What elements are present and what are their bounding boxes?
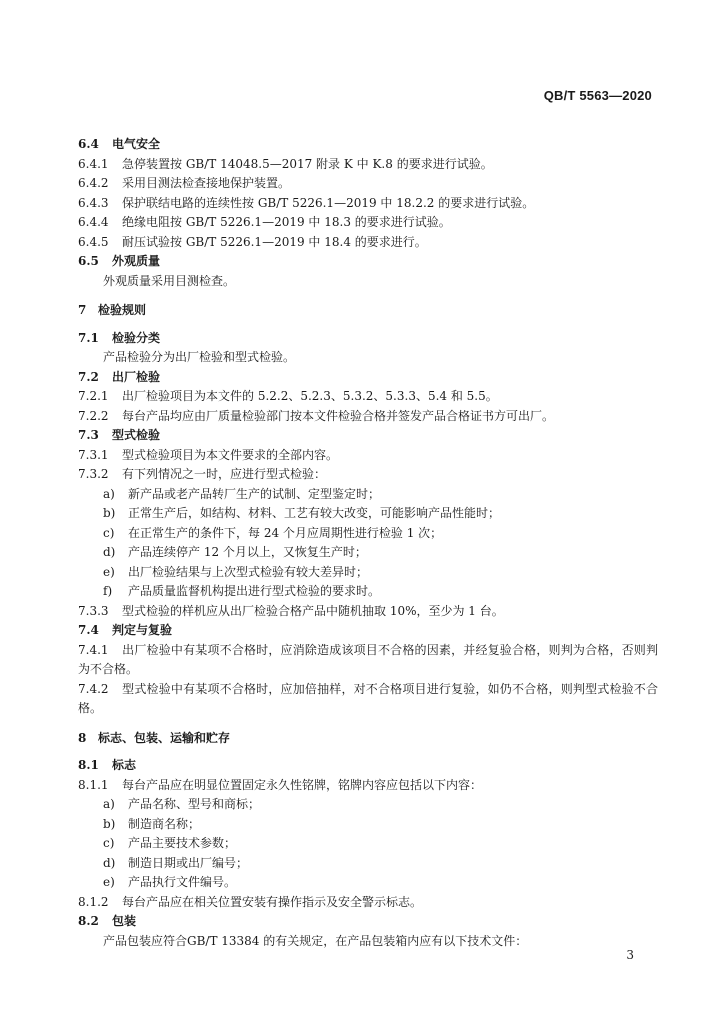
clause-number: 6.4.5 <box>78 234 109 249</box>
list-label: c) <box>103 525 115 540</box>
clause-text: 急停装置按 GB/T 14048.5—2017 附录 K 中 K.8 的要求进行试验。 <box>122 156 493 171</box>
section-title: 出厂检验 <box>112 369 161 384</box>
list-item <box>78 543 658 563</box>
clause-text: 型式检验的样机应从出厂检验合格产品中随机抽取 10%，至少为 1 台。 <box>122 603 504 618</box>
list-label: a) <box>103 797 115 811</box>
clause-number: 6.4.2 <box>78 176 109 190</box>
list-item <box>78 834 658 854</box>
list-item <box>78 524 658 544</box>
list-text: 产品连续停产 12 个月以上，又恢复生产时； <box>128 545 367 559</box>
clause-6-4-3 <box>78 194 658 214</box>
clause-number: 7.3.2 <box>78 467 109 481</box>
chapter-title: 检验规则 <box>98 303 147 317</box>
clause-number: 7.4.2 <box>78 681 109 696</box>
section-7-3 <box>78 426 658 446</box>
list-text: 新产品或老产品转厂生产的试制、定型鉴定时； <box>128 486 381 501</box>
section-title: 检验分类 <box>112 330 161 345</box>
clause-text: 型式检验项目为本文件要求的全部内容。 <box>122 447 339 462</box>
list-label: c) <box>103 836 115 850</box>
clause-8-1-1 <box>78 776 658 796</box>
list-label: b) <box>103 816 116 831</box>
clause-number: 6.4.4 <box>78 215 109 229</box>
section-number: 7.4 <box>78 623 99 637</box>
clause-6-4-1 <box>78 155 658 175</box>
chapter-7 <box>78 301 658 321</box>
section-number: 7.2 <box>78 369 99 384</box>
clause-text: 有下列情况之一时，应进行型式检验： <box>122 467 327 481</box>
document-body <box>78 135 658 951</box>
list-label: a) <box>103 486 115 501</box>
clause-text: 出厂检验中有某项不合格时，应消除造成该项目不合格的因素，并经复验合格，则判为合格，否则判为不合格。 <box>78 642 658 676</box>
list-item <box>78 815 658 835</box>
section-7-1 <box>78 329 658 349</box>
list-label: d) <box>103 855 116 870</box>
clause-7-4-1 <box>78 641 658 680</box>
section-number: 6.4 <box>78 137 99 151</box>
section-7-2 <box>78 368 658 388</box>
clause-6-4-2 <box>78 174 658 194</box>
paragraph: 外观质量采用目测检查。 <box>103 273 236 288</box>
section-title: 电气安全 <box>112 137 161 151</box>
section-number: 7.1 <box>78 330 99 345</box>
clause-number: 8.1.1 <box>78 777 109 792</box>
clause-number: 8.1.2 <box>78 894 109 909</box>
clause-6-4-4 <box>78 213 658 233</box>
section-number: 7.3 <box>78 428 99 442</box>
section-title: 标志 <box>112 758 137 772</box>
section-6-5 <box>78 252 658 272</box>
section-6-4 <box>78 135 658 155</box>
clause-number: 7.3.1 <box>78 447 109 462</box>
list-text: 产品主要技术参数； <box>128 836 237 850</box>
list-text: 产品质量监督机构提出进行型式检验的要求时。 <box>128 584 381 598</box>
clause-6-4-5 <box>78 233 658 253</box>
list-text: 制造商名称； <box>128 816 201 831</box>
standard-code: QB/T 5563—2020 <box>543 88 652 103</box>
clause-7-4-2 <box>78 680 658 719</box>
paragraph: 产品包装应符合GB/T 13384 的有关规定，在产品包装箱内应有以下技术文件： <box>103 933 528 948</box>
chapter-8 <box>78 729 658 749</box>
list-label: e) <box>103 564 115 579</box>
section-number: 6.5 <box>78 254 99 268</box>
list-label: f) <box>103 584 113 598</box>
section-title: 包装 <box>112 914 137 928</box>
list-item <box>78 873 658 893</box>
clause-number: 6.4.3 <box>78 195 109 210</box>
chapter-number: 8 <box>78 730 87 745</box>
clause-number: 7.2.1 <box>78 389 109 403</box>
page-number: 3 <box>626 948 634 962</box>
section-8-1 <box>78 756 658 776</box>
list-text: 制造日期或出厂编号； <box>128 855 249 870</box>
list-text: 出厂检验结果与上次型式检验有较大差异时； <box>128 564 369 579</box>
list-text: 在正常生产的条件下，每 24 个月应周期性进行检验 1 次； <box>128 525 443 540</box>
clause-number: 7.2.2 <box>78 408 109 423</box>
clause-text: 每台产品应在相关位置安装有操作指示及安全警示标志。 <box>122 894 423 909</box>
clause-text: 型式检验中有某项不合格时，应加倍抽样，对不合格项目进行复验，如仍不合格，则判型式检验不合格。 <box>78 681 658 715</box>
list-text: 正常生产后，如结构、材料、工艺有较大改变，可能影响产品性能时； <box>128 506 501 520</box>
clause-number: 6.4.1 <box>78 156 109 171</box>
section-number: 8.1 <box>78 758 99 772</box>
list-item <box>78 582 658 602</box>
section-title: 型式检验 <box>112 428 161 442</box>
chapter-title: 标志、包装、运输和贮存 <box>98 730 231 745</box>
clause-8-1-2 <box>78 893 658 913</box>
clause-text: 出厂检验项目为本文件的 5.2.2、5.2.3、5.3.2、5.3.3、5.4 和 5.5。 <box>122 389 498 403</box>
list-label: b) <box>103 506 116 520</box>
list-item <box>78 854 658 874</box>
section-number: 8.2 <box>78 914 99 928</box>
list-label: d) <box>103 545 116 559</box>
section-title: 判定与复验 <box>112 623 173 637</box>
list-text: 产品名称、型号和商标； <box>128 797 261 811</box>
list-label: e) <box>103 875 115 889</box>
list-item <box>78 795 658 815</box>
section-7-4 <box>78 621 658 641</box>
clause-text: 耐压试验按 GB/T 5226.1—2019 中 18.4 的要求进行。 <box>122 234 427 249</box>
section-title: 外观质量 <box>112 254 161 268</box>
clause-7-2-2 <box>78 407 658 427</box>
clause-text: 每台产品均应由厂质量检验部门按本文件检验合格并签发产品合格证书方可出厂。 <box>122 408 555 423</box>
clause-text: 绝缘电阻按 GB/T 5226.1—2019 中 18.3 的要求进行试验。 <box>122 215 451 229</box>
clause-7-3-2 <box>78 465 658 485</box>
list-text: 产品执行文件编号。 <box>128 875 237 889</box>
clause-text: 采用目测法检查接地保护装置。 <box>122 176 291 190</box>
section-8-2 <box>78 912 658 932</box>
clause-7-3-3 <box>78 602 658 622</box>
chapter-number: 7 <box>78 303 87 317</box>
paragraph: 产品检验分为出厂检验和型式检验。 <box>103 350 296 364</box>
clause-text: 每台产品应在明显位置固定永久性铭牌，铭牌内容应包括以下内容： <box>122 777 483 792</box>
clause-number: 7.4.1 <box>78 642 109 657</box>
list-item <box>78 563 658 583</box>
clause-7-2-1 <box>78 387 658 407</box>
clause-text: 保护联结电路的连续性按 GB/T 5226.1—2019 中 18.2.2 的要求进行试验。 <box>122 195 535 210</box>
list-item <box>78 504 658 524</box>
list-item <box>78 485 658 505</box>
clause-number: 7.3.3 <box>78 603 109 618</box>
clause-7-3-1 <box>78 446 658 466</box>
